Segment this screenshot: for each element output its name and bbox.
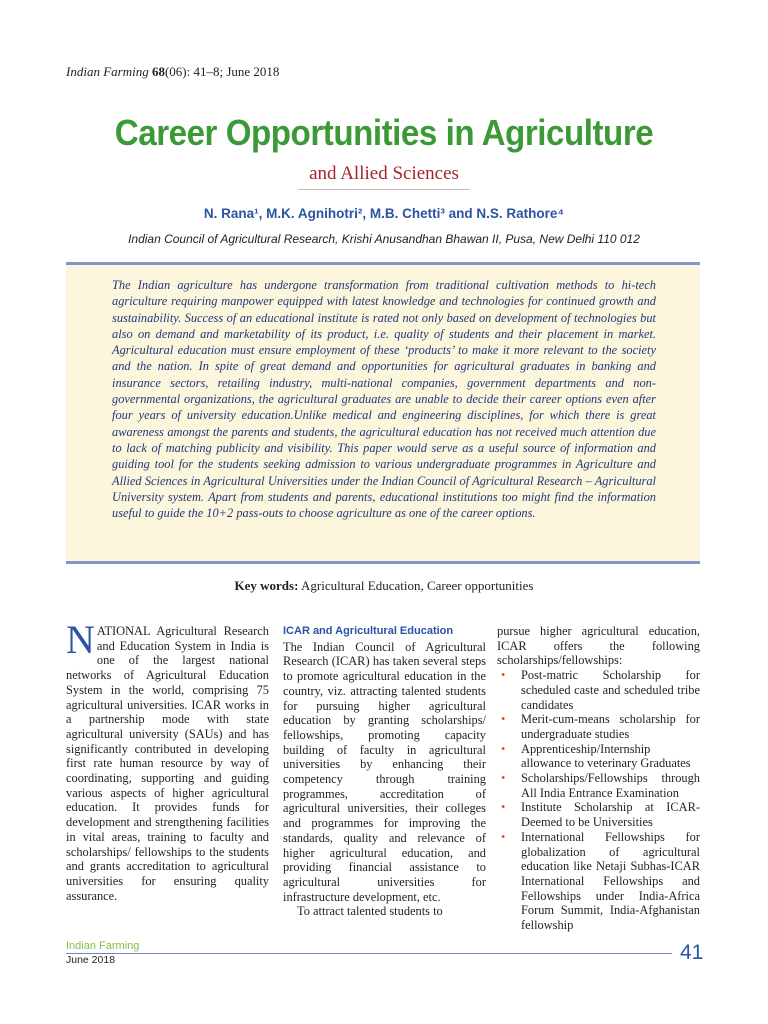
journal-issue-pages: (06): 41–8; June 2018	[164, 64, 280, 79]
scholarship-list	[497, 668, 700, 933]
list-item-text: Scholarships/Fellowships through All India Entrance Examination	[521, 771, 700, 800]
list-item	[497, 771, 700, 800]
subtitle-underline	[298, 189, 470, 190]
footer-date: June 2018	[66, 954, 116, 966]
body-column-2	[283, 624, 486, 919]
abstract-text: The Indian agriculture has undergone transformation from traditional cultivation methods to hi-tech agriculture requiring manpower equipped with latest knowledge and technologies for continued growth and sustainability. Success of an educational institute is rated not only based on development of technologies but also on demand and marketability of its product, i.e. quality of students and their placement in market. Agricultural education must ensure employment of these ‘products’ to make it more relevant to the society and the nation. In spite of great demand and opportunities for agricultural graduates in banking and insurance sectors, retailing industry, multi-national companies, government departments and non-governmental organizations, the agricultural graduates are unable to decide their career options even after four years of university education.Unlike medical and engineering disciplines, for which there is great awareness amongst the parents and students, the agricultural education has not received much attention due to lack of matching publicity and visibility. This paper would serve as a useful source of information and guiding tool for the students seeking admission to various undergraduate programmes in Agriculture and Allied Sciences in Agricultural Universities under the Indian Council of Agricultural Research – Agricultural University system. Apart from students and parents, educational institutions too might find the information useful to guide the 10+2 pass-outs to choose agriculture as one of the career options.	[112, 278, 656, 521]
article-title: Career Opportunities in Agriculture	[114, 112, 654, 153]
list-item-text: Institute Scholarship at ICAR-Deemed to be Universities	[521, 800, 700, 830]
footer-journal-name: Indian Farming	[66, 940, 140, 952]
bullet-icon: •	[501, 771, 506, 786]
journal-citation	[66, 64, 279, 80]
bullet-icon: •	[501, 829, 506, 844]
list-item-text: International Fellowships for globalization of agricultural education like Netaji Subhas-ICAR International Fellowships and Fellowships under India-Africa Forum Summit, India-Afghanistan fellowship	[521, 829, 700, 933]
intro-text: ATIONAL Agricultural Research and Education System in India is one of the largest national networks of Agricultural Education System in the world, comprising 75 agricultural universities. ICAR works in a partnership mode with state agricultural university (SAUs) and has significantly contributed in developing first rate human resource by way of coordinating, supporting and guiding various aspects of higher agricultural education. It provides funds for development and strengthening facilities in vital areas, training to faculty and scholarships/ fellowships to the students and grants accreditation to agricultural universities for ensuring quality assurance.	[66, 624, 269, 903]
keywords-value: Agricultural Education, Career opportunities	[300, 578, 534, 593]
keywords	[0, 578, 768, 594]
author-affiliation: Indian Council of Agricultural Research, Krishi Anusandhan Bhawan II, Pusa, New Delhi 110 012	[128, 232, 640, 246]
page-number: 41	[680, 941, 704, 964]
author-list: N. Rana¹, M.K. Agnihotri², M.B. Chetti³ and N.S. Rathore⁴	[203, 206, 565, 221]
section-heading: ICAR and Agricultural Education	[283, 625, 454, 637]
list-item	[497, 712, 700, 741]
body-column-3	[497, 624, 700, 933]
article-subtitle: and Allied Sciences	[309, 163, 459, 184]
list-item	[497, 742, 700, 771]
bullet-icon: •	[501, 800, 506, 815]
list-item	[497, 800, 700, 829]
list-item	[497, 668, 700, 712]
list-item-text: Merit-cum-means scholarship for undergraduate studies	[521, 712, 700, 741]
journal-volume: 68	[151, 64, 165, 79]
intro-paragraph	[66, 617, 269, 903]
bullet-icon: •	[501, 741, 506, 756]
footer-divider	[66, 953, 672, 954]
bullet-icon: •	[501, 668, 506, 683]
keywords-label: Key words:	[234, 578, 299, 593]
journal-name: Indian Farming	[66, 64, 149, 79]
paragraph: To attract talented students to	[297, 904, 443, 919]
body-column-1	[66, 617, 269, 903]
paragraph: pursue higher agricultural education, ICAR offers the following scholarships/fellowships:	[497, 624, 700, 668]
paragraph: The Indian Council of Agricultural Research (ICAR) has taken several steps to promote agricultural education in the country, viz. attracting talented students for pursuing higher agricultural education by granting scholarships/ fellowships, promoting capacity building of faculty in agricultural universities by enhancing their competency through training programmes, accreditation of agricultural universities, their colleges and programmes for improving the standards, quality and relevance of higher agricultural education, and providing financial assistance to agricultural universities for infrastructure development, etc.	[283, 639, 486, 904]
list-item	[497, 830, 700, 933]
list-item-text: Apprenticeship/Internship allowance to veterinary Graduates	[521, 741, 691, 771]
list-item-text: Post-matric Scholarship for scheduled caste and scheduled tribe candidates	[521, 668, 700, 712]
bullet-icon: •	[501, 712, 506, 727]
drop-cap: N	[66, 617, 95, 662]
